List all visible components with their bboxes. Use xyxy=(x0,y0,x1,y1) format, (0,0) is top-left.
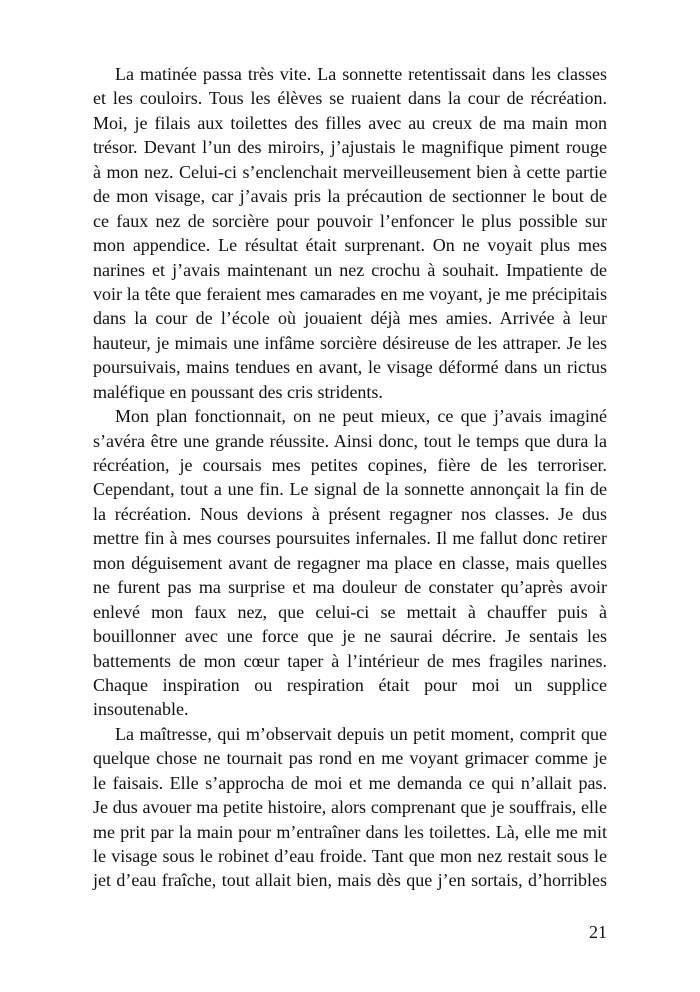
text-line: récréation, je coursais mes petites copines, fière de les terroriser. xyxy=(93,455,607,475)
text-line: trésor. Devant l’un des miroirs, j’ajustais le magnifique piment rouge xyxy=(93,137,607,158)
text-line: Moi, je filais aux toilettes des filles avec au creux de ma main mon xyxy=(93,112,607,133)
text-line: à mon nez. Celui-ci s’enclenchait merveilleusement bien à cette partie xyxy=(93,161,607,182)
text-line: insoutenable. xyxy=(93,699,189,720)
text-line: Chaque inspiration ou respiration était pour moi un supplice xyxy=(93,674,607,695)
text-line: poursuivais, mains tendues en avant, le visage déformé dans un rictus xyxy=(93,357,607,378)
text-line: La maîtresse, qui m’observait depuis un petit moment, comprit que xyxy=(115,723,607,744)
text-line: la récréation. Nous devions à présent regagner nos classes. Je dus xyxy=(93,503,607,524)
text-line: s’avéra être une grande réussite. Ainsi donc, tout le temps que dura la xyxy=(93,430,607,451)
text-line: le visage sous le robinet d’eau froide. Tant que mon nez restait sous le xyxy=(93,846,607,866)
text-line: mon déguisement avant de regagner ma place en classe, mais quelles xyxy=(93,552,607,573)
text-line: ce faux nez de sorcière pour pouvoir l’enfoncer le plus possible sur xyxy=(93,210,607,231)
text-line: quelque chose ne tournait pas rond en me voyant grimacer comme je xyxy=(93,748,607,769)
text-line: Cependant, tout a une fin. Le signal de la sonnette annonçait la fin de xyxy=(93,479,607,500)
text-line: le faisais. Elle s’approcha de moi et me demanda ce qui n’allait pas. xyxy=(93,772,607,793)
text-line: mettre fin à mes courses poursuites infernales. Il me fallut donc retirer xyxy=(93,528,607,549)
paragraph xyxy=(93,404,607,722)
text-line: hauteur, je mimais une infâme sorcière désireuse de les attraper. Je les xyxy=(93,332,607,353)
text-line: Mon plan fonctionnait, on ne peut mieux, ce que j’avais imaginé xyxy=(115,406,607,427)
text-line: mon appendice. Le résultat était surprenant. On ne voyait plus mes xyxy=(93,235,607,256)
text-line: narines et j’avais maintenant un nez crochu à souhait. Impatiente de xyxy=(93,259,607,280)
paragraph xyxy=(93,722,607,893)
page-body-text xyxy=(93,62,607,893)
text-line: et les couloirs. Tous les élèves se ruaient dans la cour de récréation. xyxy=(93,88,607,109)
text-line: enlevé mon faux nez, que celui-ci se mettait à chauffer puis à xyxy=(93,601,607,622)
text-line: ne furent pas ma surprise et ma douleur de constater qu’après avoir xyxy=(93,577,607,598)
text-line: jet d’eau fraîche, tout allait bien, mais dès que j’en sortais, d’horribles xyxy=(93,870,607,891)
paragraph xyxy=(93,62,607,404)
text-line: battements de mon cœur taper à l’intérieur de mes fragiles narines. xyxy=(93,650,607,671)
text-line: me prit par la main pour m’entraîner dans les toilettes. Là, elle me mit xyxy=(93,821,607,842)
text-line: maléfique en poussant des cris stridents. xyxy=(93,381,383,402)
text-line: Je dus avouer ma petite histoire, alors comprenant que je souffrais, elle xyxy=(93,797,607,818)
text-line: dans la cour de l’école où jouaient déjà mes amies. Arrivée à leur xyxy=(93,308,607,329)
page-number: 21 xyxy=(589,922,607,942)
text-line: voir la tête que feraient mes camarades en me voyant, je me précipitais xyxy=(93,283,607,304)
text-line: bouillonner avec une force que je ne saurai décrire. Je sentais les xyxy=(93,626,607,647)
text-line: La matinée passa très vite. La sonnette retentissait dans les classes xyxy=(115,64,607,84)
text-line: de mon visage, car j’avais pris la précaution de sectionner le bout de xyxy=(93,186,607,207)
